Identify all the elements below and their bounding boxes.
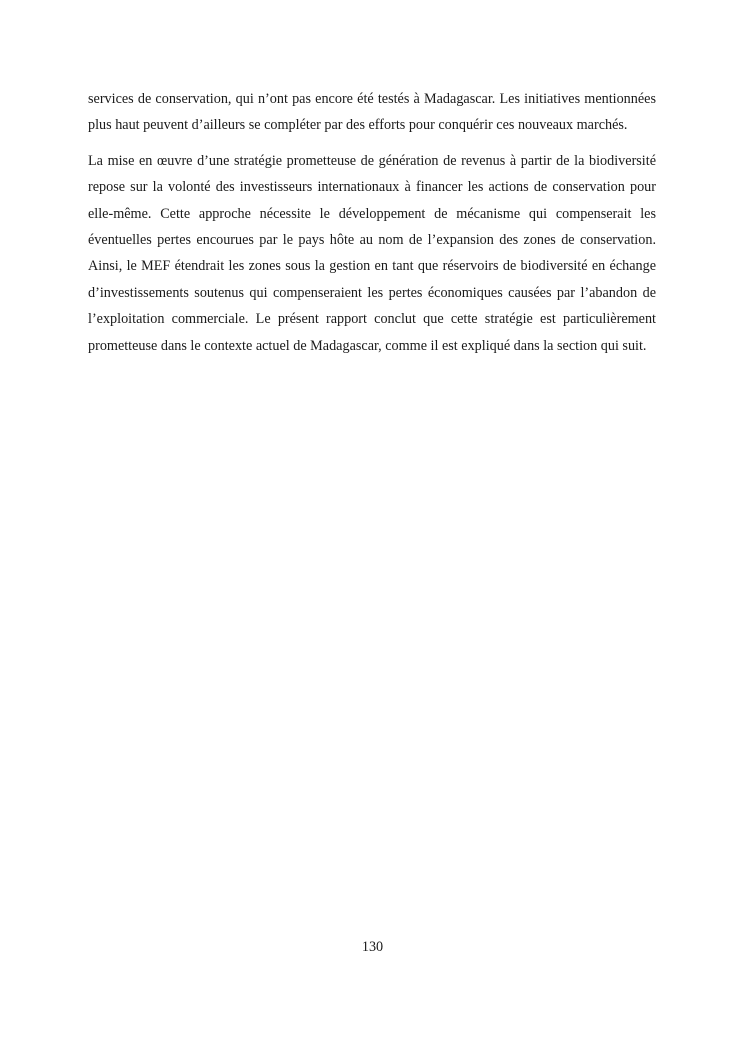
body-text [88, 86, 656, 359]
paragraph-strategy: La mise en œuvre d’une stratégie prometteuse de génération de revenus à partir de la biodiversité repose sur la volonté des investisseurs internationaux à financer les actions de conservation pour elle-même. Cette approche nécessite le développement de mécanisme qui compenserait les éventuelles pertes encourues par le pays hôte au nom de l’expansion des zones de conservation. Ainsi, le MEF étendrait les zones sous la gestion en tant que réservoirs de biodiversité en échange d’investissements soutenus qui compenseraient les pertes économiques causées par l’abandon de l’exploitation commerciale. Le présent rapport conclut que cette stratégie est particulièrement prometteuse dans le contexte actuel de Madagascar, comme il est expliqué dans la section qui suit. [88, 152, 656, 354]
page-number: 130 [361, 939, 384, 955]
paragraph-continuation: services de conservation, qui n’ont pas encore été testés à Madagascar. Les initiatives mentionnées plus haut peuvent d’ailleurs se compléter par des efforts pour conquérir ces nouveaux marchés. [88, 91, 656, 134]
